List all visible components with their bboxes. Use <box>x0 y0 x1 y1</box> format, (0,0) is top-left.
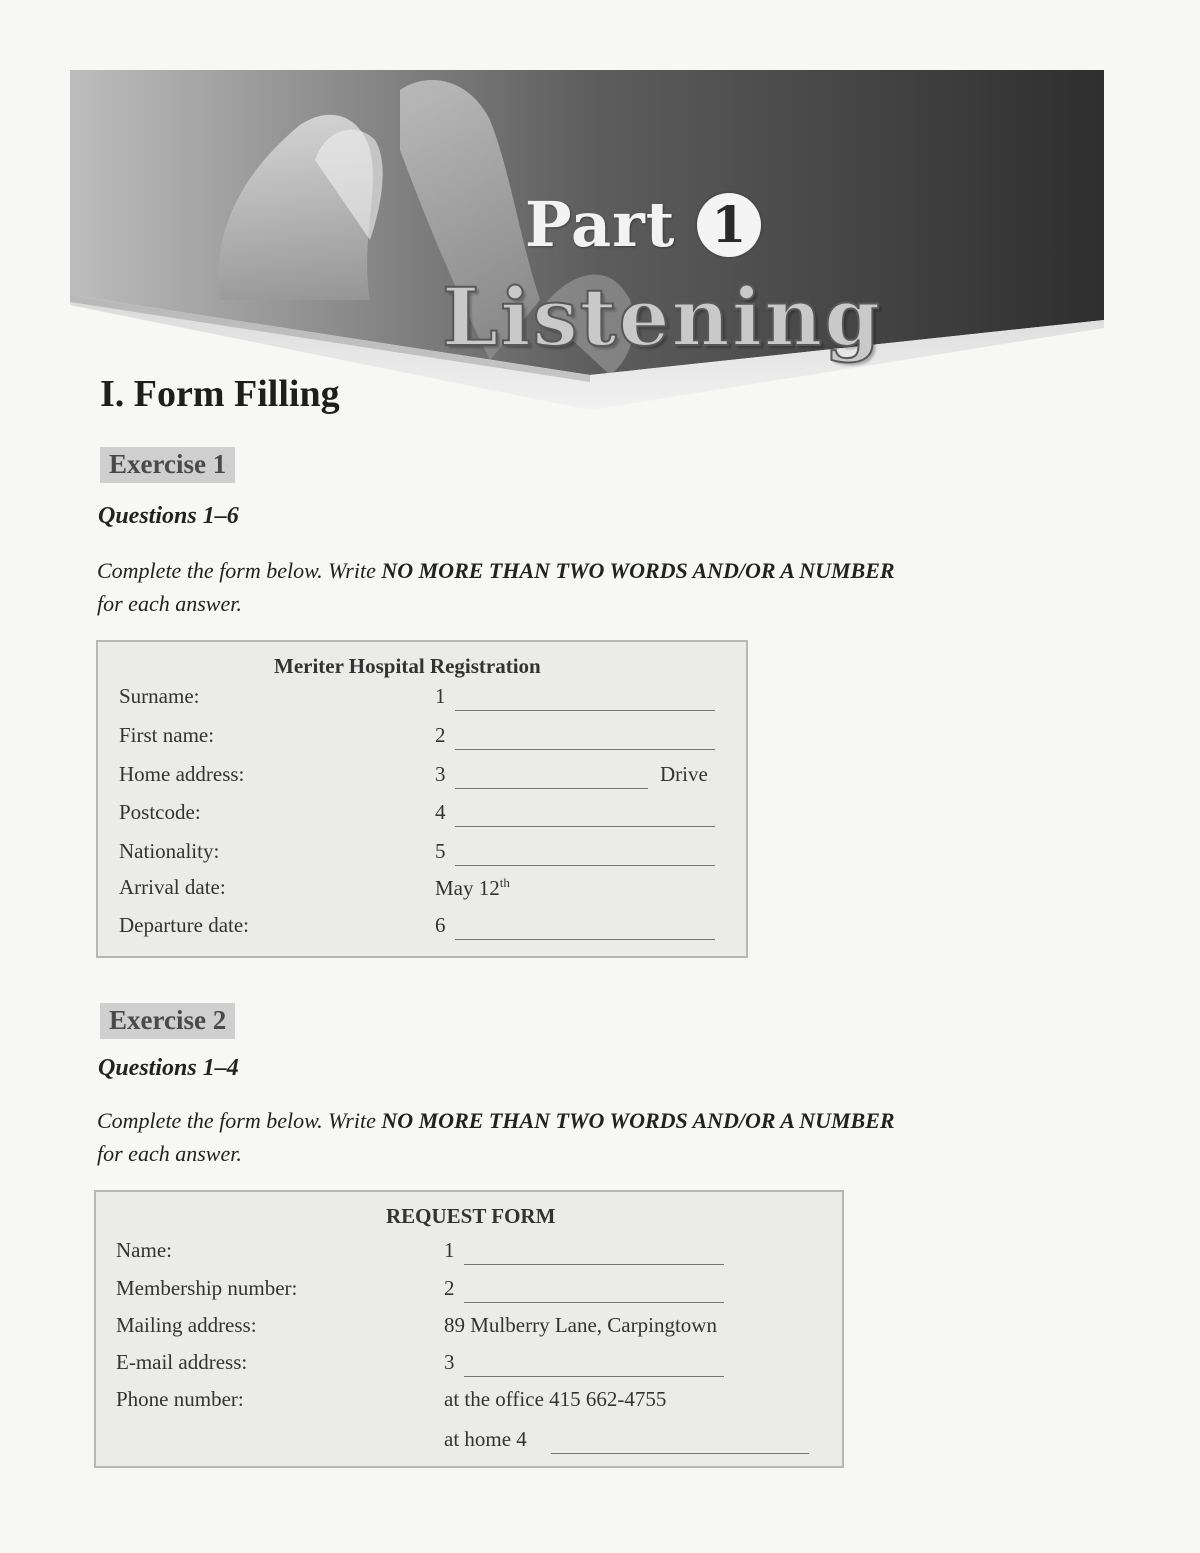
hospital-registration-form <box>96 640 748 958</box>
answer-blank-4[interactable] <box>455 826 715 827</box>
home-phone-prefix: at home 4 <box>444 1427 527 1451</box>
instruction-intro: Complete the form below. Write <box>97 558 376 583</box>
answer-blank-2[interactable] <box>455 749 715 750</box>
exercise-1-label: Exercise 1 <box>100 447 235 483</box>
answer-blank-3[interactable] <box>464 1376 724 1377</box>
request-form <box>94 1190 844 1468</box>
arrival-date-text: May 12 <box>435 876 500 900</box>
form-row-first-name <box>119 723 729 755</box>
exercise-1-questions: Questions 1–6 <box>98 503 239 529</box>
form-row-arrival-date <box>119 875 729 907</box>
part-banner <box>70 70 1104 410</box>
field-label: E-mail address: <box>116 1350 248 1374</box>
answer-blank-4[interactable] <box>551 1453 809 1454</box>
field-label: Surname: <box>119 684 200 708</box>
question-number: 6 <box>435 913 446 937</box>
question-number: 1 <box>435 684 446 708</box>
form-row-postcode <box>119 800 729 832</box>
part-number-badge: 1 <box>697 193 761 257</box>
instruction-emphasis: NO MORE THAN TWO WORDS AND/OR A NUMBER <box>381 1108 895 1133</box>
form-row-phone-number <box>116 1387 826 1419</box>
form-row-home-phone <box>116 1427 826 1459</box>
form-row-name <box>116 1238 826 1270</box>
answer-blank-6[interactable] <box>455 939 715 940</box>
mailing-address-value: 89 Mulberry Lane, Carpingtown <box>444 1313 717 1337</box>
question-number: 2 <box>444 1276 455 1300</box>
section-heading: I. Form Filling <box>100 373 340 415</box>
field-label: Mailing address: <box>116 1313 257 1337</box>
question-number: 3 <box>435 762 446 786</box>
answer-blank-5[interactable] <box>455 865 715 866</box>
form-row-membership-number <box>116 1276 826 1308</box>
question-number: 2 <box>435 723 446 747</box>
question-number: 3 <box>444 1350 455 1374</box>
field-label: Departure date: <box>119 913 250 937</box>
form-row-mailing-address <box>116 1313 826 1345</box>
exercise-2-label: Exercise 2 <box>100 1003 235 1039</box>
field-label: Postcode: <box>119 800 201 824</box>
question-number: 5 <box>435 839 446 863</box>
field-label: Name: <box>116 1238 172 1262</box>
field-label: First name: <box>119 723 215 747</box>
form-row-departure-date <box>119 913 729 945</box>
office-phone-value: at the office 415 662-4755 <box>444 1387 667 1411</box>
field-label: Home address: <box>119 762 245 786</box>
instruction-intro: Complete the form below. Write <box>97 1108 376 1133</box>
question-number: 1 <box>444 1238 455 1262</box>
field-label: Nationality: <box>119 839 220 863</box>
form-title: REQUEST FORM <box>386 1204 556 1228</box>
form-row-surname <box>119 684 729 716</box>
instruction-line2: for each answer. <box>97 1141 242 1166</box>
field-label: Phone number: <box>116 1387 244 1411</box>
answer-blank-1[interactable] <box>455 710 715 711</box>
form-row-home-address <box>119 762 729 794</box>
answer-blank-3[interactable] <box>455 788 648 789</box>
instruction-line2: for each answer. <box>97 591 242 616</box>
ordinal-suffix: th <box>499 875 510 890</box>
exercise-2-instruction <box>97 1104 1057 1170</box>
answer-blank-1[interactable] <box>464 1264 724 1265</box>
form-title: Meriter Hospital Registration <box>274 654 541 678</box>
field-label: Arrival date: <box>119 875 226 899</box>
part-label: Part <box>525 188 676 261</box>
exercise-2-questions: Questions 1–4 <box>98 1055 239 1081</box>
section-word-listening: Listening <box>442 270 883 364</box>
instruction-emphasis: NO MORE THAN TWO WORDS AND/OR A NUMBER <box>381 558 895 583</box>
field-suffix: Drive <box>660 762 708 786</box>
form-row-email-address <box>116 1350 826 1382</box>
question-number: 4 <box>435 800 446 824</box>
part-title <box>525 188 761 261</box>
field-label: Membership number: <box>116 1276 298 1300</box>
answer-blank-2[interactable] <box>464 1302 724 1303</box>
arrival-date-value <box>435 875 510 901</box>
exercise-1-instruction <box>97 554 1057 620</box>
form-row-nationality <box>119 839 729 871</box>
